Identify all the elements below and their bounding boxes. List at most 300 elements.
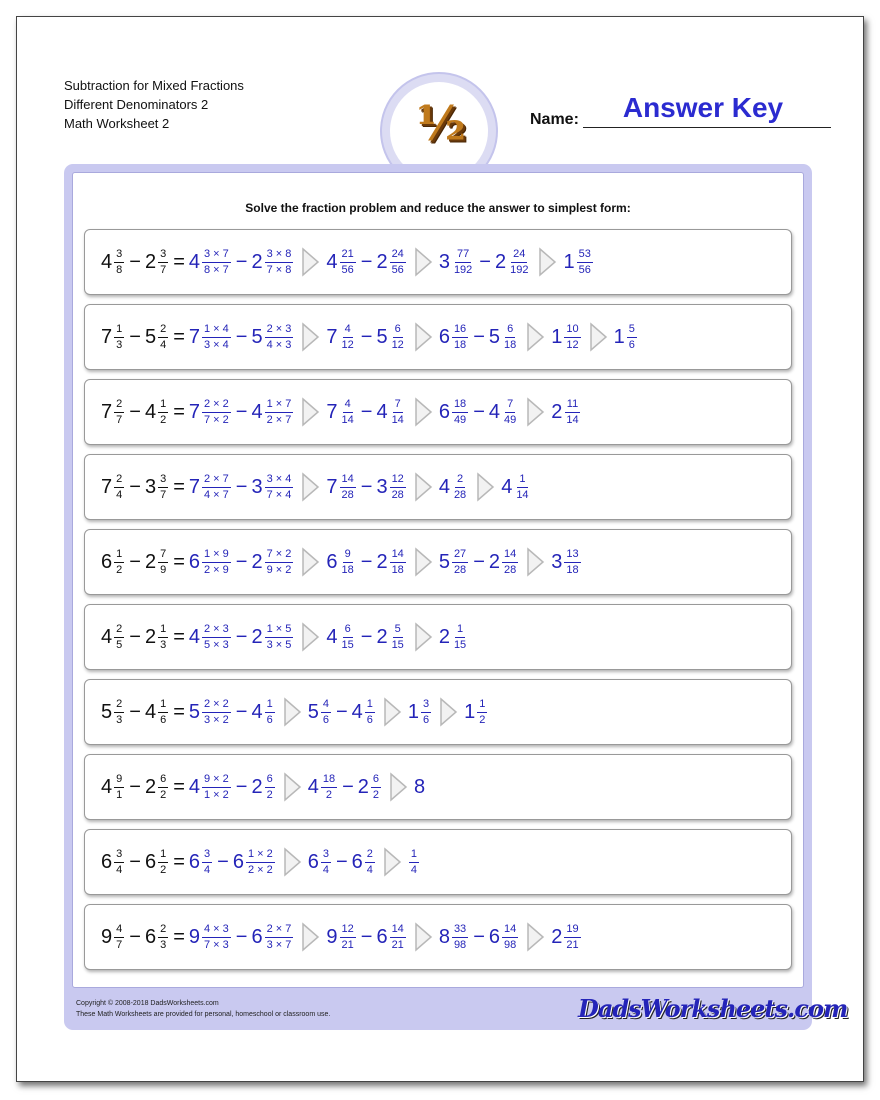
problem-expression bbox=[101, 380, 582, 444]
equals-sign: = bbox=[173, 550, 185, 573]
fraction bbox=[390, 248, 406, 277]
denominator: 3 bbox=[160, 938, 167, 951]
solution-step bbox=[501, 473, 531, 502]
denominator: 2 bbox=[372, 788, 380, 801]
denominator: 28 bbox=[391, 488, 404, 501]
whole-part: 5 bbox=[188, 701, 200, 723]
title-line-3: Math Worksheet 2 bbox=[64, 116, 170, 131]
fraction bbox=[508, 248, 530, 277]
denominator: 15 bbox=[341, 638, 354, 651]
solution-step bbox=[189, 848, 276, 877]
fraction bbox=[114, 473, 124, 502]
mixed-number bbox=[189, 248, 232, 277]
copyright-text: Copyright © 2008-2018 DadsWorksheets.com bbox=[76, 1000, 219, 1007]
whole-part: 2 bbox=[251, 551, 263, 573]
mixed-number bbox=[251, 623, 294, 652]
minus-sign: − bbox=[473, 925, 485, 948]
mixed-number bbox=[376, 623, 406, 652]
equals-sign: = bbox=[173, 325, 185, 348]
denominator: 3 bbox=[116, 338, 123, 351]
whole-part: 3 bbox=[144, 476, 157, 498]
numerator: 4 bbox=[321, 698, 331, 713]
numerator: 3 bbox=[321, 848, 331, 863]
denominator: 4 bbox=[160, 338, 167, 351]
fraction bbox=[202, 848, 212, 877]
solution-step bbox=[439, 473, 469, 502]
mixed-number bbox=[251, 323, 294, 352]
mixed-number bbox=[189, 923, 232, 952]
mixed-number bbox=[495, 248, 531, 277]
step-arrow-icon bbox=[414, 547, 434, 577]
solution-step bbox=[439, 623, 469, 652]
denominator: 4 bbox=[116, 863, 123, 876]
denominator: 3 × 2 bbox=[204, 713, 229, 726]
minus-sign: − bbox=[235, 775, 248, 798]
whole-part: 6 bbox=[101, 551, 113, 573]
numerator: 3 bbox=[114, 848, 124, 863]
whole-part: 4 bbox=[188, 626, 200, 648]
fraction bbox=[265, 398, 294, 427]
fraction bbox=[390, 923, 406, 952]
solution-step bbox=[189, 923, 295, 952]
fraction bbox=[114, 698, 124, 727]
denominator: 5 × 3 bbox=[204, 638, 229, 651]
minus-sign: − bbox=[129, 925, 141, 948]
numerator: 6 bbox=[393, 323, 403, 338]
step-arrow-icon bbox=[283, 847, 303, 877]
whole-part: 7 bbox=[101, 326, 113, 348]
numerator: 4 bbox=[343, 323, 353, 338]
solution-step bbox=[308, 848, 376, 877]
whole-part: 2 bbox=[438, 626, 450, 648]
minus-sign: − bbox=[129, 850, 141, 873]
whole-part: 2 bbox=[376, 251, 388, 273]
whole-part: 6 bbox=[144, 851, 157, 873]
fraction bbox=[340, 623, 356, 652]
dadsworksheets-logo: DadsWorksheets.com bbox=[578, 994, 848, 1023]
problem-row bbox=[84, 754, 792, 820]
numerator: 11 bbox=[565, 398, 580, 413]
mixed-number bbox=[101, 848, 125, 877]
numerator: 7 bbox=[505, 398, 515, 413]
mixed-number bbox=[551, 923, 581, 952]
whole-part: 3 bbox=[438, 251, 450, 273]
solution-step bbox=[326, 248, 406, 277]
mixed-number bbox=[551, 548, 581, 577]
denominator: 7 × 3 bbox=[204, 938, 229, 951]
fraction bbox=[158, 473, 168, 502]
mixed-number bbox=[101, 773, 125, 802]
equals-sign: = bbox=[173, 925, 185, 948]
mixed-number bbox=[439, 473, 469, 502]
whole-part: 4 bbox=[326, 251, 338, 273]
step-arrow-icon bbox=[414, 247, 434, 277]
whole-part: 1 bbox=[464, 701, 476, 723]
problem-row bbox=[84, 604, 792, 670]
denominator: 18 bbox=[504, 338, 517, 351]
fraction bbox=[421, 698, 431, 727]
numerator: 2 bbox=[114, 623, 124, 638]
numerator: 1 bbox=[158, 623, 168, 638]
step-arrow-icon bbox=[414, 397, 434, 427]
fraction bbox=[321, 773, 337, 802]
denominator: 8 bbox=[116, 263, 123, 276]
minus-sign: − bbox=[335, 850, 348, 873]
whole-part: 6 bbox=[251, 926, 263, 948]
whole-part: 2 bbox=[376, 551, 388, 573]
minus-sign: − bbox=[360, 325, 373, 348]
mixed-number bbox=[489, 923, 519, 952]
fraction bbox=[564, 923, 580, 952]
mixed-number bbox=[145, 623, 169, 652]
whole-part: 1 bbox=[563, 251, 575, 273]
problem-expression bbox=[101, 905, 582, 969]
step-arrow-icon bbox=[383, 847, 403, 877]
problem-expression bbox=[101, 455, 532, 519]
fraction bbox=[202, 548, 231, 577]
minus-sign: − bbox=[360, 550, 373, 573]
mixed-number bbox=[439, 923, 469, 952]
denominator: 28 bbox=[453, 488, 467, 501]
whole-part: 6 bbox=[188, 551, 200, 573]
whole-part: 7 bbox=[326, 476, 338, 498]
numerator: 5 bbox=[393, 623, 403, 638]
numerator: 2 × 7 bbox=[202, 473, 231, 488]
mixed-number bbox=[551, 398, 581, 427]
denominator: 6 bbox=[423, 713, 430, 726]
fraction bbox=[114, 848, 124, 877]
whole-part: 5 bbox=[101, 701, 113, 723]
numerator: 1 bbox=[158, 698, 168, 713]
denominator: 56 bbox=[578, 263, 591, 276]
fraction bbox=[390, 623, 406, 652]
whole-part: 2 bbox=[551, 401, 563, 423]
numerator: 6 bbox=[505, 323, 515, 338]
step-arrow-icon bbox=[526, 397, 546, 427]
numerator: 10 bbox=[564, 323, 580, 338]
denominator: 21 bbox=[391, 938, 404, 951]
mixed-number bbox=[251, 473, 294, 502]
denominator: 56 bbox=[341, 263, 354, 276]
fraction bbox=[477, 698, 487, 727]
one-half-icon: ½ bbox=[415, 96, 463, 152]
mixed-number bbox=[145, 398, 169, 427]
whole-part: 2 bbox=[251, 626, 263, 648]
denominator: 192 bbox=[453, 263, 473, 276]
whole-part: 7 bbox=[188, 401, 200, 423]
fraction bbox=[158, 773, 168, 802]
mixed-number bbox=[251, 923, 294, 952]
numerator: 1 bbox=[517, 473, 527, 488]
solution-step bbox=[189, 698, 276, 727]
fraction bbox=[158, 923, 168, 952]
fraction bbox=[340, 398, 356, 427]
mixed-number bbox=[101, 398, 125, 427]
minus-sign: − bbox=[235, 625, 248, 648]
mixed-number bbox=[189, 698, 232, 727]
numerator: 7 bbox=[158, 548, 168, 563]
numerator: 3 × 4 bbox=[265, 473, 294, 488]
minus-sign: − bbox=[360, 925, 373, 948]
mixed-number bbox=[145, 698, 169, 727]
solution-step bbox=[439, 923, 519, 952]
denominator: 49 bbox=[504, 413, 517, 426]
denominator: 18 bbox=[341, 563, 354, 576]
whole-part: 4 bbox=[144, 701, 157, 723]
solution-step bbox=[439, 548, 519, 577]
fraction bbox=[114, 398, 124, 427]
mixed-number bbox=[352, 848, 376, 877]
numerator: 4 × 3 bbox=[202, 923, 231, 938]
mixed-number bbox=[563, 248, 593, 277]
solution-step bbox=[551, 923, 581, 952]
fraction bbox=[564, 323, 580, 352]
numerator: 2 bbox=[158, 923, 168, 938]
numerator: 1 × 9 bbox=[202, 548, 231, 563]
solution-step bbox=[308, 773, 382, 802]
mixed-number bbox=[101, 698, 125, 727]
numerator: 2 × 3 bbox=[202, 623, 231, 638]
solution-step bbox=[326, 473, 406, 502]
mixed-number bbox=[145, 548, 169, 577]
fraction bbox=[265, 248, 294, 277]
whole-part: 9 bbox=[326, 926, 338, 948]
whole-part: 4 bbox=[438, 476, 450, 498]
fraction bbox=[577, 248, 593, 277]
whole-part: 3 bbox=[551, 551, 563, 573]
denominator: 2 bbox=[160, 413, 167, 426]
problem-expression bbox=[101, 755, 426, 819]
problem-row bbox=[84, 529, 792, 595]
numerator: 14 bbox=[340, 473, 356, 488]
fraction bbox=[265, 773, 275, 802]
minus-sign: − bbox=[235, 400, 248, 423]
minus-sign: − bbox=[129, 250, 141, 273]
problem-row bbox=[84, 904, 792, 970]
fraction bbox=[340, 473, 356, 502]
denominator: 4 × 7 bbox=[204, 488, 229, 501]
whole-part: 6 bbox=[488, 926, 500, 948]
step-arrow-icon bbox=[301, 622, 321, 652]
whole-part: 2 bbox=[144, 251, 157, 273]
denominator: 4 × 3 bbox=[266, 338, 292, 351]
numerator: 1 × 7 bbox=[265, 398, 294, 413]
numerator: 9 × 2 bbox=[202, 773, 231, 788]
numerator: 1 bbox=[158, 398, 168, 413]
numerator: 2 bbox=[455, 473, 465, 488]
denominator: 18 bbox=[566, 563, 579, 576]
denominator: 14 bbox=[516, 488, 529, 501]
denominator: 7 bbox=[160, 263, 167, 276]
fraction bbox=[265, 473, 294, 502]
whole-part: 4 bbox=[488, 401, 500, 423]
problem-row bbox=[84, 229, 792, 295]
fraction bbox=[158, 623, 168, 652]
problem-expression bbox=[101, 680, 488, 744]
denominator: 4 bbox=[204, 863, 211, 876]
mixed-number bbox=[145, 773, 169, 802]
fraction bbox=[452, 398, 468, 427]
fraction bbox=[627, 323, 637, 352]
denominator: 7 bbox=[116, 938, 123, 951]
mixed-number bbox=[189, 548, 232, 577]
denominator: 6 bbox=[322, 713, 329, 726]
mixed-number bbox=[233, 848, 276, 877]
fraction bbox=[390, 398, 406, 427]
whole-part: 2 bbox=[251, 251, 263, 273]
numerator: 12 bbox=[340, 923, 356, 938]
denominator: 6 bbox=[628, 338, 635, 351]
numerator: 33 bbox=[452, 923, 468, 938]
fraction bbox=[502, 398, 518, 427]
mixed-number bbox=[376, 398, 406, 427]
numerator: 77 bbox=[455, 248, 471, 263]
minus-sign: − bbox=[473, 325, 485, 348]
solution-step bbox=[189, 248, 295, 277]
whole-part: 2 bbox=[551, 926, 563, 948]
numerator: 3 × 8 bbox=[265, 248, 294, 263]
fraction bbox=[114, 323, 124, 352]
mixed-number bbox=[251, 548, 294, 577]
fraction bbox=[340, 248, 356, 277]
solution-step bbox=[326, 398, 406, 427]
name-label: Name: bbox=[530, 111, 579, 128]
fraction bbox=[158, 698, 168, 727]
solution-step bbox=[614, 323, 638, 352]
denominator: 2 bbox=[479, 713, 486, 726]
solution-step bbox=[551, 398, 581, 427]
mixed-number bbox=[326, 923, 356, 952]
step-arrow-icon bbox=[389, 772, 409, 802]
numerator: 1 bbox=[158, 848, 168, 863]
denominator: 3 × 7 bbox=[266, 938, 292, 951]
denominator: 2 bbox=[116, 563, 123, 576]
whole-part: 4 bbox=[188, 251, 200, 273]
numerator: 2 × 2 bbox=[202, 398, 231, 413]
minus-sign: − bbox=[235, 700, 248, 723]
whole-part: 5 bbox=[251, 326, 263, 348]
fraction bbox=[340, 923, 356, 952]
denominator: 6 bbox=[266, 713, 273, 726]
numerator: 1 bbox=[477, 698, 487, 713]
fraction bbox=[502, 323, 518, 352]
fraction bbox=[114, 623, 124, 652]
denominator: 15 bbox=[453, 638, 467, 651]
step-arrow-icon bbox=[283, 697, 303, 727]
mixed-number bbox=[251, 773, 275, 802]
solution-step bbox=[563, 248, 593, 277]
fraction bbox=[202, 398, 231, 427]
whole-part: 6 bbox=[326, 551, 338, 573]
mixed-number bbox=[489, 398, 519, 427]
fraction bbox=[265, 923, 294, 952]
whole-part: 5 bbox=[376, 326, 388, 348]
fraction bbox=[158, 398, 168, 427]
denominator: 12 bbox=[341, 338, 354, 351]
mixed-number bbox=[326, 398, 356, 427]
solution-step bbox=[189, 773, 276, 802]
mixed-number bbox=[326, 323, 356, 352]
minus-sign: − bbox=[129, 475, 141, 498]
denominator: 2 bbox=[160, 788, 167, 801]
mixed-number bbox=[101, 623, 125, 652]
whole-part: 4 bbox=[251, 401, 263, 423]
numerator: 24 bbox=[511, 248, 527, 263]
numerator: 4 bbox=[114, 923, 124, 938]
denominator: 28 bbox=[453, 563, 467, 576]
equals-sign: = bbox=[173, 475, 185, 498]
solution-step bbox=[189, 548, 295, 577]
whole-part: 4 bbox=[144, 401, 157, 423]
minus-sign: − bbox=[217, 850, 229, 873]
step-arrow-icon bbox=[301, 397, 321, 427]
step-arrow-icon bbox=[526, 547, 546, 577]
fraction bbox=[452, 473, 468, 502]
denominator: 18 bbox=[391, 563, 404, 576]
numerator: 1 bbox=[114, 323, 124, 338]
denominator: 14 bbox=[341, 413, 354, 426]
numerator: 3 bbox=[202, 848, 212, 863]
denominator: 4 bbox=[410, 863, 418, 876]
mixed-number bbox=[326, 548, 356, 577]
fraction bbox=[114, 548, 124, 577]
whole-part: 7 bbox=[326, 401, 338, 423]
mixed-number bbox=[439, 623, 469, 652]
numerator: 9 bbox=[114, 773, 124, 788]
fraction bbox=[202, 623, 231, 652]
step-arrow-icon bbox=[414, 922, 434, 952]
fraction bbox=[502, 548, 518, 577]
numerator: 2 × 3 bbox=[265, 323, 294, 338]
solution-step bbox=[326, 623, 406, 652]
fraction bbox=[452, 623, 468, 652]
fraction bbox=[265, 698, 275, 727]
mixed-number bbox=[326, 473, 356, 502]
numerator: 24 bbox=[390, 248, 406, 263]
mixed-number bbox=[145, 848, 169, 877]
mixed-number bbox=[352, 698, 376, 727]
fraction bbox=[452, 923, 468, 952]
numerator: 27 bbox=[452, 548, 468, 563]
minus-sign: − bbox=[129, 400, 141, 423]
whole-part: 8 bbox=[414, 776, 426, 798]
denominator: 28 bbox=[504, 563, 517, 576]
denominator: 5 bbox=[116, 638, 123, 651]
whole-part: 6 bbox=[144, 926, 157, 948]
numerator: 12 bbox=[390, 473, 406, 488]
mixed-number bbox=[489, 548, 519, 577]
mixed-number bbox=[145, 323, 169, 352]
numerator: 1 bbox=[455, 623, 465, 638]
solution-step bbox=[439, 248, 532, 277]
problem-expression bbox=[101, 230, 594, 294]
fraction bbox=[202, 923, 231, 952]
whole-part: 6 bbox=[351, 851, 363, 873]
mixed-number bbox=[251, 398, 294, 427]
numerator: 1 × 4 bbox=[202, 323, 231, 338]
numerator: 2 bbox=[114, 398, 124, 413]
numerator: 2 × 2 bbox=[202, 698, 231, 713]
fraction bbox=[158, 548, 168, 577]
denominator: 8 × 7 bbox=[204, 263, 229, 276]
problem-expression bbox=[101, 605, 469, 669]
fraction bbox=[202, 473, 231, 502]
minus-sign: − bbox=[235, 550, 248, 573]
denominator: 2 bbox=[160, 863, 167, 876]
denominator: 1 × 2 bbox=[204, 788, 229, 801]
fraction bbox=[502, 923, 518, 952]
mixed-number bbox=[189, 773, 232, 802]
